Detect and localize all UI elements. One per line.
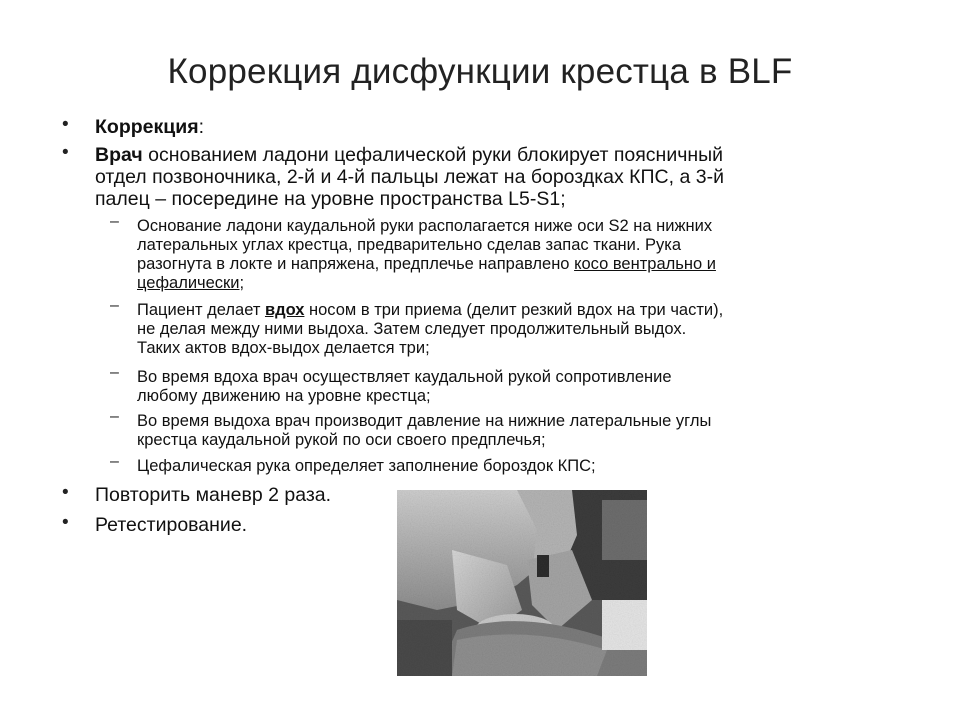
bullet-icon: • — [62, 512, 69, 533]
dash-icon: – — [110, 453, 119, 470]
bullet-icon: • — [62, 114, 69, 135]
list-item-retest: Ретестирование. — [95, 514, 248, 536]
list-item-repeat: Повторить маневр 2 раза. — [95, 484, 332, 506]
sub-item-cephalic-hand: Цефалическая рука определяет заполнение бороздок КПС; — [137, 457, 596, 475]
bullet-icon: • — [62, 482, 69, 503]
list-item-correction: Коррекция: — [95, 116, 205, 138]
dash-icon: – — [110, 408, 119, 425]
slide-title: Коррекция дисфункции крестца в BLF — [167, 52, 793, 91]
sub-item-pressure: Во время выдоха врач производит давление на нижние латеральные углы крестца каудальной рукой по оси своего предплечья; — [137, 412, 712, 449]
bullet-icon: • — [62, 142, 69, 163]
list-item-doctor: Врач основанием ладони цефалической руки блокирует поясничный отдел позвоночника, 2-й и 4-й пальцы лежат на бороздках КПС, а 3-й палец – посередине на уровне пространства L5-S1; — [95, 144, 724, 210]
dash-icon: – — [110, 364, 119, 381]
sub-item-resistance: Во время вдоха врач осуществляет каудальной рукой сопротивление любому движению на уровне крестца; — [137, 368, 672, 405]
technique-photo — [397, 490, 647, 676]
sub-item-caudal-hand: Основание ладони каудальной руки располагается ниже оси S2 на нижних латеральных углах крестца, предварительно сделав запас ткани. Рука разогнута в локте и напряжена, предплечье направлено косо вентрально и цефалически; — [137, 217, 716, 292]
dash-icon: – — [110, 213, 119, 230]
sub-item-inhale: Пациент делает вдох носом в три приема (делит резкий вдох на три части), не делая между ними выдоха. Затем следует продолжительный выдох. Таких актов вдох-выдох делается три; — [137, 301, 724, 357]
dash-icon: – — [110, 297, 119, 314]
